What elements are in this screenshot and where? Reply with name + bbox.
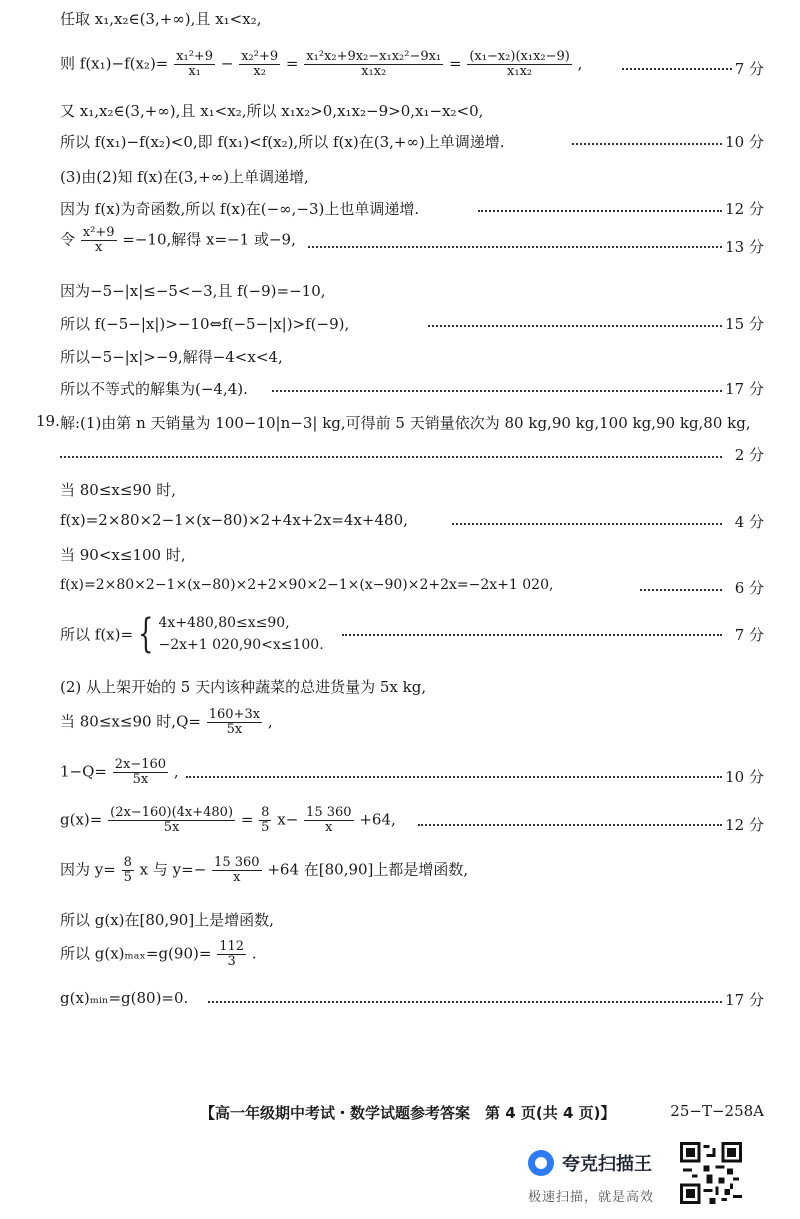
- fraction: $\frac{\text{x₂²+9}}{\text{x₂}}$: [241, 49, 279, 79]
- case-line: −2x+1 020,90<x≤100.: [158, 637, 324, 653]
- dot-leader: [272, 390, 722, 392]
- solution-line: g(x)ₘᵢₙ=g(80)=0.: [60, 989, 189, 1007]
- solution-line: 当 80≤x≤90 时,: [60, 481, 177, 499]
- dot-leader: [640, 589, 722, 591]
- solution-line: (2) 从上架开始的 5 天内该种蔬菜的总进货量为 5x kg,: [60, 678, 427, 696]
- solution-line: 因为 f(x)为奇函数,所以 f(x)在(−∞,−3)上也单调递增.: [60, 200, 420, 218]
- dot-leader: [186, 776, 722, 778]
- scanner-slogan: 极速扫描，就是高效: [528, 1190, 655, 1205]
- fraction: $\frac{(2x-160)(4x+480)}{5x}$: [110, 805, 234, 835]
- solution-line: f(x)=2×80×2−1×(x−80)×2+2×90×2−1×(x−90)×2+2x=−2x+1 020,: [60, 577, 554, 593]
- solution-line: 所以 f(−5−|x|)>−10⇔f(−5−|x|)>f(−9),: [60, 315, 350, 333]
- solution-line: 所以−5−|x|>−9,解得−4<x<4,: [60, 348, 283, 366]
- score-label: 10 分: [725, 133, 764, 151]
- score-label: 6 分: [734, 579, 764, 597]
- solution-line: 则 f(x₁)−f(x₂)= $\frac{\text{x₁²+9}}{\text{x₁}}$ − $\frac{\text{x₂²+9}}{\text{x₂}}$ = $\frac{\text{x₁²x₂+9x₂−x₁x₂²−9x₁}}{\text{x₁x₂}}$ = $\frac{\text{(x₁−x₂)(x₁x₂−9)}}{\text{x₁x₂}}$ ,: [60, 49, 583, 79]
- dot-leader: [622, 68, 732, 70]
- dot-leader: [60, 456, 722, 458]
- solution-line: 又 x₁,x₂∈(3,+∞),且 x₁<x₂,所以 x₁x₂>0,x₁x₂−9>0,x₁−x₂<0,: [60, 102, 484, 120]
- solution-line: 所以 g(x)ₘₐₓ=g(90)= $\frac{112}{3}$ .: [60, 939, 257, 969]
- solution-line: 所以不等式的解集为(−4,4).: [60, 380, 248, 398]
- fraction: $\frac{\text{x²+9}}{x}$: [82, 225, 115, 255]
- fraction: $\frac{160+3x}{5x}$: [208, 707, 261, 737]
- question-number: 19.: [36, 412, 60, 430]
- fraction: $\frac{\text{x₁²+9}}{\text{x₁}}$: [176, 49, 214, 79]
- score-label: 4 分: [734, 513, 764, 531]
- fraction: $\frac{8}{5}$: [261, 805, 270, 835]
- score-label: 12 分: [725, 200, 764, 218]
- scanner-watermark: [510, 1142, 800, 1212]
- solution-line: 当 90<x≤100 时,: [60, 546, 186, 564]
- dot-leader: [208, 1001, 722, 1003]
- solution-line: 因为−5−|x|≤−5<−3,且 f(−9)=−10,: [60, 282, 326, 300]
- dot-leader: [452, 523, 722, 525]
- fraction: $\frac{112}{3}$: [219, 939, 245, 969]
- dot-leader: [572, 143, 722, 145]
- score-label: 7 分: [734, 60, 764, 78]
- solution-line: 因为 y= $\frac{8}{5}$ x 与 y=− $\frac{15 360}{x}$ +64 在[80,90]上都是增函数,: [60, 855, 469, 885]
- scanner-logo-icon: [528, 1150, 554, 1176]
- solution-line: 任取 x₁,x₂∈(3,+∞),且 x₁<x₂,: [60, 10, 262, 28]
- dot-leader: [342, 634, 722, 636]
- qr-code-icon: [680, 1142, 742, 1204]
- solution-line: g(x)= $\frac{(2x-160)(4x+480)}{5x}$ = $\frac{8}{5}$ x− $\frac{15 360}{x}$ +64,: [60, 805, 396, 835]
- brace-symbol: {: [138, 611, 154, 657]
- solution-line: 令 $\frac{\text{x²+9}}{x}$ =−10,解得 x=−1 或−9,: [60, 225, 296, 255]
- dot-leader: [418, 824, 722, 826]
- score-label: 13 分: [725, 238, 764, 256]
- page-footer-title: 【高一年级期中考试・数学试题参考答案 第 4 页(共 4 页)】: [200, 1104, 616, 1122]
- dot-leader: [428, 325, 722, 327]
- score-label: 12 分: [725, 816, 764, 834]
- fraction: $\frac{15 360}{x}$: [306, 805, 352, 835]
- fraction: $\frac{15 360}{x}$: [214, 855, 260, 885]
- score-label: 15 分: [725, 315, 764, 333]
- solution-line: 所以 g(x)在[80,90]上是增函数,: [60, 911, 274, 929]
- score-label: 7 分: [734, 626, 764, 644]
- solution-line: 当 80≤x≤90 时,Q= $\frac{160+3x}{5x}$ ,: [60, 707, 273, 737]
- solution-line: 解:(1)由第 n 天销量为 100−10|n−3| kg,可得前 5 天销量依次为 80 kg,90 kg,100 kg,90 kg,80 kg,: [60, 414, 751, 432]
- score-label: 17 分: [725, 991, 764, 1009]
- solution-line: 1−Q= $\frac{2x-160}{5x}$ ,: [60, 757, 179, 787]
- page-footer-code: 25−T−258A: [670, 1102, 764, 1120]
- solution-line: (3)由(2)知 f(x)在(3,+∞)上单调递增,: [60, 168, 309, 186]
- solution-line: f(x)=2×80×2−1×(x−80)×2+4x+2x=4x+480,: [60, 511, 408, 529]
- fraction: $\frac{8}{5}$: [123, 855, 132, 885]
- piecewise-function: 所以 f(x)= { 4x+480,80≤x≤90, −2x+1 020,90<x≤100.: [60, 611, 324, 657]
- fraction: $\frac{\text{x₁²x₂+9x₂−x₁x₂²−9x₁}}{\text{x₁x₂}}$: [306, 49, 442, 79]
- score-label: 10 分: [725, 768, 764, 786]
- case-line: 4x+480,80≤x≤90,: [158, 615, 290, 631]
- score-label: 17 分: [725, 380, 764, 398]
- scanner-brand: 夸克扫描王: [562, 1154, 652, 1175]
- dot-leader: [478, 210, 722, 212]
- fraction: $\frac{\text{(x₁−x₂)(x₁x₂−9)}}{\text{x₁x₂}}$: [469, 49, 570, 79]
- fraction: $\frac{2x-160}{5x}$: [114, 757, 167, 787]
- score-label: 2 分: [734, 446, 764, 464]
- dot-leader: [308, 246, 722, 248]
- solution-line: 所以 f(x₁)−f(x₂)<0,即 f(x₁)<f(x₂),所以 f(x)在(3,+∞)上单调递增.: [60, 133, 505, 151]
